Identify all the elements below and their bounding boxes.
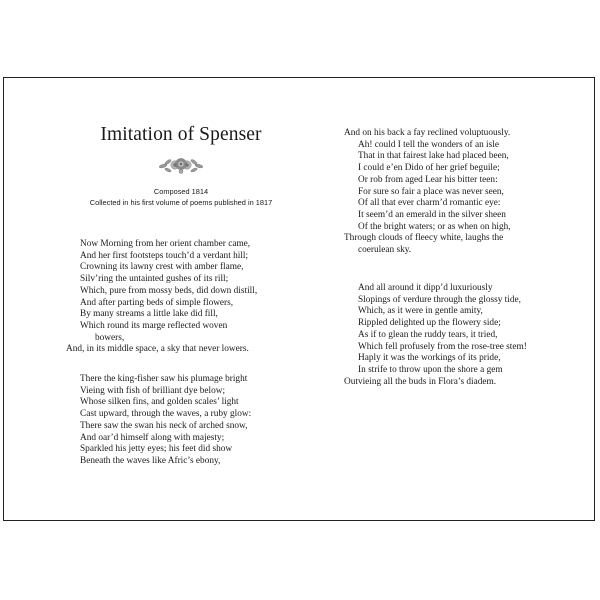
verse-line: There the king-fisher saw his plumage bright [80,374,248,384]
verse-line: By many streams a little lake did fill, [80,309,218,320]
verse-line: Ah! could I tell the wonders of an isle [358,139,499,150]
verse-line: Of the bright waters; or as when on high, [358,221,511,232]
collection-note: Collected in his first volume of poems published in 1817 [89,198,273,207]
verse-line: Now Morning from her orient chamber came, [80,239,251,249]
verse-line: Rippled delighted up the flowery side; [358,318,501,329]
verse-line: Silv’ring the untainted gushes of its rill; [80,274,229,285]
poem-title: Imitation of Spenser [100,124,262,145]
stanza-4 [344,283,584,388]
verse-line: Crowning its lawny crest with amber flame, [80,262,244,273]
verse-line: Outvieing all the buds in Flora’s diadem. [344,376,497,387]
verse-line: Which, pure from mossy beds, did down distill, [80,285,258,296]
stanza-3 [344,128,584,257]
verse-line: Haply it was the workings of its pride, [358,353,501,364]
composed-date: Composed 1814 [153,187,209,196]
verse-line: And, in its middle space, a sky that never lowers. [66,344,249,355]
verse-line: Sparkled his jetty eyes; his feet did show [80,444,233,455]
verse-line: Beneath the waves like Afric’s ebony, [80,455,221,466]
verse-line: In strife to throw upon the shore a gem [358,364,503,375]
verse-line: Which fell profusely from the rose-tree stem! [358,341,527,352]
verse-line: Slopings of verdure through the glossy tide, [358,294,521,305]
verse-line: It seem’d an emerald in the silver sheen [358,209,506,220]
verse-line: Which, as it were in gentle amity, [358,306,483,317]
book-page [3,77,595,521]
verse-line: Whose silken fins, and golden scales’ light [80,397,239,408]
verse-line: And all around it dipp’d luxuriously [358,283,493,293]
verse-line: coerulean sky. [358,245,412,256]
floral-ornament-icon [159,154,203,176]
verse-line: That in that fairest lake had placed been, [358,151,509,162]
verse-line: Vieing with fish of brilliant dye below; [80,385,226,396]
verse-line: Cast upward, through the waves, a ruby glow: [80,409,252,420]
verse-line: Through clouds of fleecy white, laughs the [344,233,504,244]
poem-metadata [66,186,296,208]
verse-line: There saw the swan his neck of arched snow, [80,420,248,431]
verse-line: bowers, [95,332,125,343]
stanza-1 [66,239,306,356]
verse-line: Of all that ever charm’d romantic eye: [358,198,501,209]
verse-line: Or rob from aged Lear his bitter teen: [358,174,498,185]
stanza-2 [66,374,306,468]
verse-line: And after parting beds of simple flowers, [80,297,234,308]
verse-line: And on his back a fay reclined voluptuously. [344,128,511,138]
verse-line: As if to glean the ruddy tears, it tried, [358,329,498,340]
verse-line: And her first footsteps touch’d a verdant hill; [80,250,249,261]
verse-line: Which round its marge reflected woven [80,320,228,331]
verse-line: For sure so fair a place was never seen, [358,186,504,197]
verse-line: And oar’d himself along with majesty; [80,432,225,443]
verse-line: I could e’en Dido of her grief beguile; [358,163,500,174]
